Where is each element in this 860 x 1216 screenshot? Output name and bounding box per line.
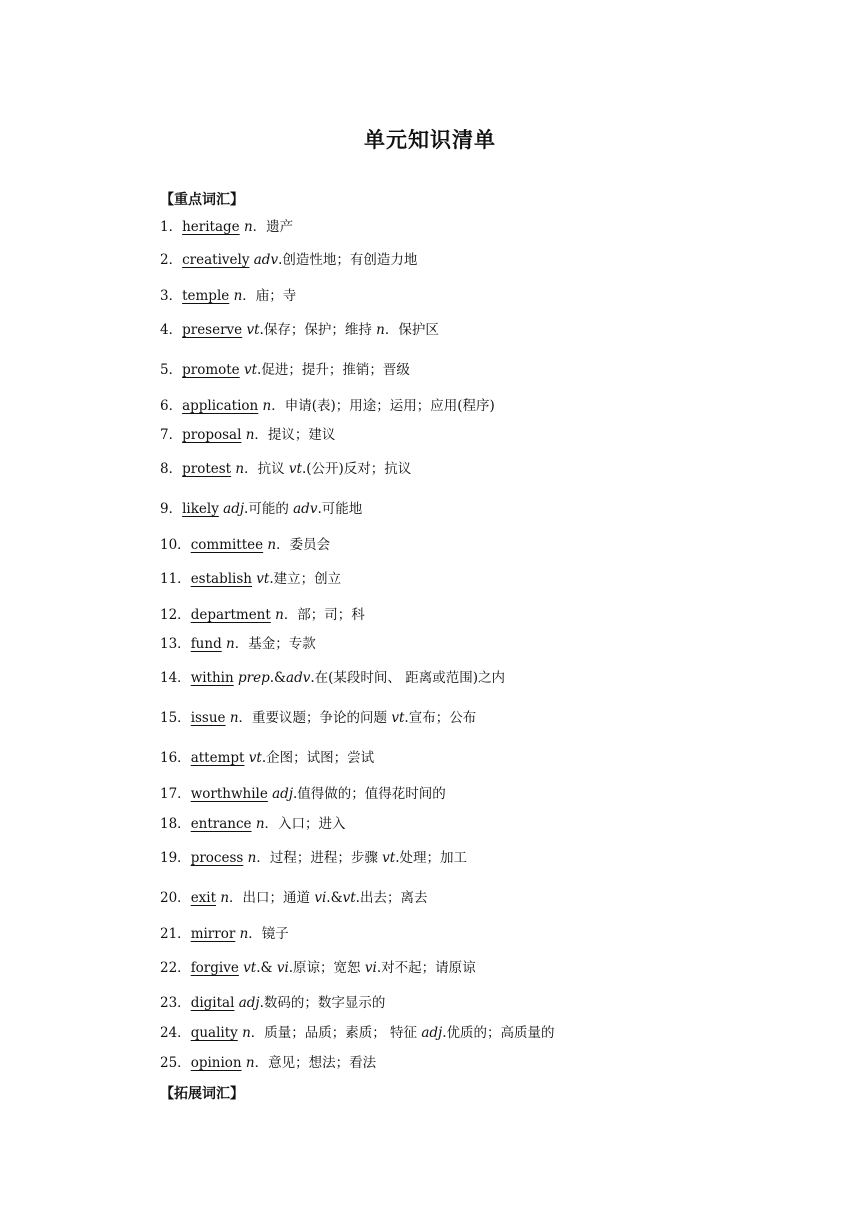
vocab-entry: [160, 1024, 555, 1042]
entry-number: 18．: [160, 816, 191, 832]
vocab-entry: [160, 287, 296, 305]
entry-word: application: [182, 398, 259, 414]
section-heading-key-vocabulary: 【重点词汇】: [160, 192, 244, 208]
entry-word: mirror: [190, 926, 236, 942]
entry-definition: ．质量；品质；素质； 特征: [250, 1025, 422, 1041]
entry-number: 1．: [160, 219, 183, 235]
part-of-speech: adj: [223, 501, 245, 517]
entry-word: likely: [182, 501, 219, 517]
entry-definition: ．遗产: [252, 219, 294, 235]
entry-number: 8．: [160, 461, 183, 477]
entry-word: opinion: [190, 1055, 242, 1071]
entry-definition: .可能地: [317, 501, 363, 517]
part-of-speech: n: [376, 322, 385, 338]
entry-number: 5．: [160, 362, 183, 378]
part-of-speech: n: [245, 427, 255, 443]
part-of-speech: adv: [286, 670, 311, 686]
vocab-entry: [160, 959, 476, 977]
entry-word: worthwhile: [190, 786, 268, 802]
entry-definition: ．过程；进程；步骤: [256, 850, 383, 866]
entry-word: establish: [190, 571, 252, 587]
part-of-speech: n: [229, 710, 239, 726]
part-of-speech: vt: [243, 362, 258, 378]
entry-definition: .在(某段时间、 距离或范围)之内: [310, 670, 505, 686]
entry-definition: ．意见；想法；看法: [254, 1055, 377, 1071]
vocab-entry: [160, 669, 505, 687]
vocab-entry: [160, 251, 417, 269]
entry-word: department: [190, 607, 271, 623]
entry-definition: ．镜子: [248, 926, 289, 942]
vocab-entry: [160, 889, 427, 907]
entry-definition: .原谅；宽恕: [288, 960, 365, 976]
entry-definition: .优质的；高质量的: [442, 1025, 555, 1041]
vocab-entry: [160, 849, 467, 867]
entry-word: heritage: [182, 219, 240, 235]
vocab-entry: [160, 994, 385, 1012]
part-of-speech: vt: [382, 850, 396, 866]
vocab-entry: [160, 361, 410, 379]
entry-definition: .(公开)反对；抗议: [301, 461, 412, 477]
part-of-speech: n: [239, 926, 249, 942]
part-of-speech: vi: [314, 890, 327, 906]
entry-number: 22．: [160, 960, 191, 976]
part-of-speech: adj: [272, 786, 294, 802]
part-of-speech: n: [245, 1055, 255, 1071]
part-of-speech: vt: [256, 571, 270, 587]
entry-definition: .促进；提升；推销；晋级: [257, 362, 410, 378]
vocab-entry: [160, 426, 335, 444]
entry-number: 3．: [160, 288, 183, 304]
entry-definition: ．出口；通道: [229, 890, 315, 906]
entry-word: quality: [190, 1025, 238, 1041]
entry-word: preserve: [182, 322, 243, 338]
part-of-speech: vt: [342, 890, 356, 906]
entry-number: 24．: [160, 1025, 191, 1041]
entry-definition: .建立；创立: [269, 571, 342, 587]
entry-word: proposal: [182, 427, 242, 443]
entry-definition: .出去；离去: [355, 890, 428, 906]
entry-number: 15．: [160, 710, 191, 726]
part-of-speech: vi: [276, 960, 289, 976]
vocab-entry: [160, 500, 362, 518]
part-of-speech: adv: [253, 252, 279, 268]
entry-word: protest: [182, 461, 232, 477]
entry-number: 7．: [160, 427, 183, 443]
part-of-speech: n: [262, 398, 272, 414]
part-of-speech: n: [255, 816, 265, 832]
entry-definition: .宣布；公布: [404, 710, 477, 726]
part-of-speech: n: [233, 288, 243, 304]
part-of-speech: n: [226, 636, 235, 652]
entry-number: 20．: [160, 890, 191, 906]
entry-definition: ．提议；建议: [254, 427, 336, 443]
entry-definition: .对不起；请原谅: [376, 960, 476, 976]
entry-number: 6．: [160, 398, 183, 414]
entry-number: 25．: [160, 1055, 191, 1071]
entry-definition: ．委员会: [276, 537, 331, 553]
entry-definition: .数码的；数字显示的: [259, 995, 386, 1011]
entry-number: 11．: [160, 571, 191, 587]
vocab-entry: [160, 460, 411, 478]
entry-number: 19．: [160, 850, 191, 866]
part-of-speech: vt: [288, 461, 302, 477]
entry-word: creatively: [182, 252, 250, 268]
page-title: 单元知识清单: [364, 128, 496, 152]
entry-definition: ．保护区: [384, 322, 439, 338]
part-of-speech: adj: [238, 995, 260, 1011]
vocab-entry: [160, 749, 374, 767]
entry-definition: ．部；司；科: [283, 607, 365, 623]
entry-number: 13．: [160, 636, 191, 652]
entry-definition: .企图；试图；尝试: [261, 750, 375, 766]
entry-definition: .&: [269, 670, 287, 686]
entry-number: 12．: [160, 607, 191, 623]
part-of-speech: prep: [238, 670, 270, 686]
vocab-entry: [160, 570, 341, 588]
part-of-speech: n: [275, 607, 284, 623]
entry-definition: ．庙；寺: [242, 288, 297, 304]
entry-definition: ．申请(表)；用途；运用；应用(程序): [271, 398, 495, 414]
part-of-speech: vi: [364, 960, 377, 976]
entry-word: within: [190, 670, 234, 686]
vocab-entry: [160, 218, 293, 236]
vocab-entry: [160, 925, 289, 943]
entry-number: 14．: [160, 670, 191, 686]
part-of-speech: vt: [246, 322, 260, 338]
entry-definition: ．重要议题；争论的问题: [238, 710, 392, 726]
part-of-speech: n: [267, 537, 277, 553]
entry-definition: ．入口；进入: [264, 816, 346, 832]
vocab-entry: [160, 397, 495, 415]
entry-definition: .保存；保护；维持: [259, 322, 377, 338]
entry-number: 4．: [160, 322, 183, 338]
entry-number: 2．: [160, 252, 183, 268]
vocab-entry: [160, 635, 316, 653]
part-of-speech: n: [220, 890, 230, 906]
entry-word: promote: [182, 362, 240, 378]
entry-definition: .创造性地；有创造力地: [278, 252, 418, 268]
entry-definition: .处理；加工: [395, 850, 467, 866]
entry-word: attempt: [190, 750, 245, 766]
part-of-speech: adj: [421, 1025, 443, 1041]
entry-word: entrance: [190, 816, 252, 832]
entry-definition: ．基金；专款: [234, 636, 316, 652]
vocab-entry: [160, 815, 346, 833]
part-of-speech: adv: [293, 501, 318, 517]
entry-word: process: [190, 850, 244, 866]
entry-number: 23．: [160, 995, 191, 1011]
entry-word: exit: [190, 890, 217, 906]
vocab-entry: [160, 785, 446, 803]
entry-number: 17．: [160, 786, 191, 802]
entry-definition: ．抗议: [244, 461, 289, 477]
vocab-entry: [160, 709, 476, 727]
section-heading-extended-vocabulary: 【拓展词汇】: [160, 1086, 244, 1102]
entry-definition: .可能的: [244, 501, 294, 517]
part-of-speech: n: [243, 219, 253, 235]
vocab-entry: [160, 1054, 376, 1072]
part-of-speech: vt: [248, 750, 262, 766]
part-of-speech: n: [235, 461, 245, 477]
entry-word: digital: [190, 995, 235, 1011]
entry-number: 16．: [160, 750, 191, 766]
entry-definition: .&: [326, 890, 343, 906]
entry-word: forgive: [190, 960, 239, 976]
vocab-entry: [160, 321, 439, 339]
part-of-speech: n: [247, 850, 257, 866]
entry-number: 21．: [160, 926, 191, 942]
entry-word: temple: [182, 288, 230, 304]
part-of-speech: vt: [391, 710, 405, 726]
vocab-entry: [160, 606, 365, 624]
part-of-speech: n: [242, 1025, 251, 1041]
entry-word: committee: [190, 537, 264, 553]
part-of-speech: vt: [243, 960, 257, 976]
entry-definition: .&: [256, 960, 277, 976]
entry-word: issue: [190, 710, 226, 726]
entry-definition: .值得做的；值得花时间的: [293, 786, 446, 802]
vocab-entry: [160, 536, 330, 554]
entry-number: 10．: [160, 537, 191, 553]
entry-number: 9．: [160, 501, 183, 517]
entry-word: fund: [190, 636, 222, 652]
